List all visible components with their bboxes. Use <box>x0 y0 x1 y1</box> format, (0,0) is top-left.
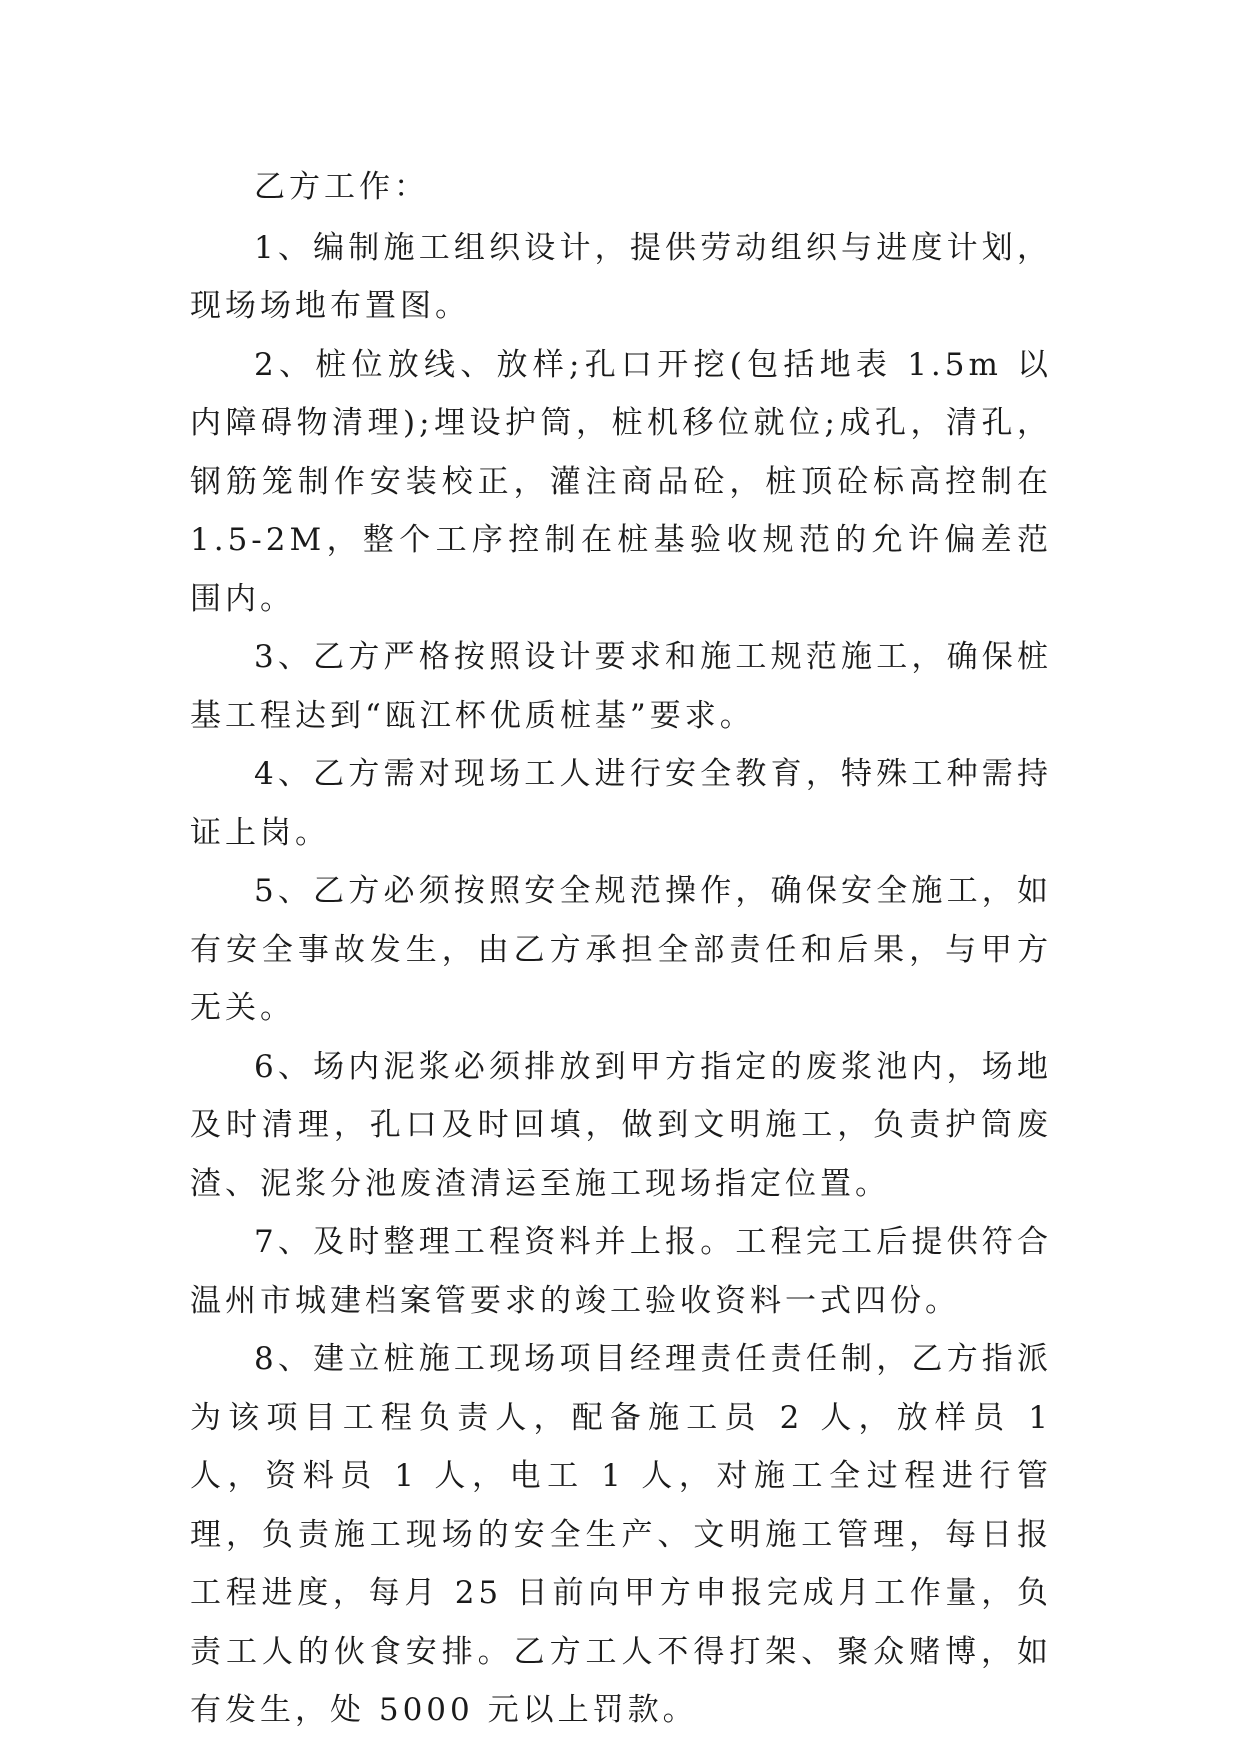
clause-8: 8、建立桩施工现场项目经理责任责任制，乙方指派 为该项目工程负责人，配备施工员 2 人，放样员 1 人，资料员 1 人，电工 1 人，对施工全过程进行管理，负责施工现场的安全生产、文明施工管理，每日报工程进度，每月 25 日前向甲方申报完成月工作量，负责工人的伙食安排。乙方工人不得打架、聚众赌博，如有发生，处 5000 元以上罚款。 <box>190 1341 1052 1728</box>
clause-4: 4、乙方需对现场工人进行安全教育，特殊工种需持证上岗。 <box>190 756 1052 851</box>
clause-6: 6、场内泥浆必须排放到甲方指定的废浆池内，场地及时清理，孔口及时回填，做到文明施工，负责护筒废渣、泥浆分池废渣清运至施工现场指定位置。 <box>190 1048 1052 1202</box>
document-body <box>190 158 1052 1740</box>
clause-2: 2、桩位放线、放样;孔口开挖(包括地表 1.5m 以内障碍物清理);埋设护筒，桩机移位就位;成孔，清孔，钢筋笼制作安装校正，灌注商品砼，桩顶砼标高控制在 1.5-2M，整个工序控制在桩基验收规范的允许偏差范围内。 <box>190 346 1052 617</box>
clause-3: 3、乙方严格按照设计要求和施工规范施工，确保桩基工程达到“瓯江杯优质桩基”要求。 <box>190 639 1052 734</box>
clause-5: 5、乙方必须按照安全规范操作，确保安全施工，如有安全事故发生，由乙方承担全部责任和后果，与甲方无关。 <box>190 873 1052 1026</box>
clause-7: 7、及时整理工程资料并上报。工程完工后提供符合温州市城建档案管要求的竣工验收资料一式四份。 <box>190 1224 1052 1319</box>
section-heading: 乙方工作： <box>254 169 429 205</box>
clause-1: 1、编制施工组织设计，提供劳动组织与进度计划，现场场地布置图。 <box>190 229 1052 324</box>
